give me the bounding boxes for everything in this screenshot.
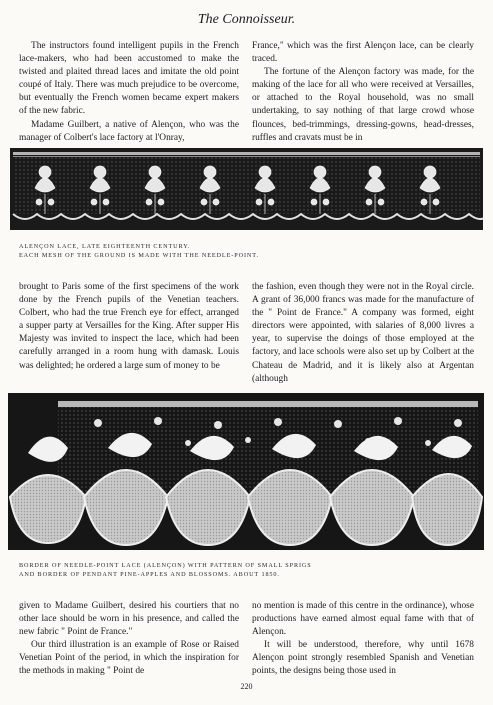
- figure2-caption: [19, 561, 479, 579]
- paragraph: brought to Paris some of the first specimens of the work done by the French pupils of the Venetian teachers. Colbert, who had the true French eye for effect, arranged a supper party at Versailles for the King. After supper His Majesty was invited to inspect the lace, which had been carefully arranged in a room hung with damask. Louis was delighted; he ordered a large sum of money to be: [19, 282, 239, 371]
- paragraph: Our third illustration is an example of Rose or Raised Venetian Point of the period, in which the inspiration for the methods in making " Point de: [19, 640, 239, 677]
- page-number: 220: [240, 682, 253, 691]
- section1-right-column: [252, 40, 474, 145]
- section3-left-column: [19, 600, 239, 679]
- lace-illustration-alencon: [10, 148, 483, 230]
- paragraph: no mention is made of this centre in the ordinance), whose productions have earned almost equal fame with that of Alençon.: [252, 601, 474, 638]
- paragraph: It will be understood, therefore, why until 1678 Alençon point strongly resembled Spanish and Venetian points, the designs being those used in: [252, 640, 474, 677]
- running-header: The Connoisseur.: [197, 12, 296, 27]
- section1-left-column: [19, 40, 239, 145]
- section3-right-column: [252, 600, 474, 679]
- caption-line: BORDER OF NEEDLE-POINT LACE (ALENÇON) WITH PATTERN OF SMALL SPRIGS: [19, 562, 312, 569]
- caption-line: EACH MESH OF THE GROUND IS MADE WITH THE NEEDLE-POINT.: [19, 252, 259, 259]
- paragraph: Madame Guilbert, a native of Alençon, who was the manager of Colbert's lace factory at l'Onray,: [19, 119, 239, 143]
- caption-line: AND BORDER OF PENDANT PINE-APPLES AND BLOSSOMS. ABOUT 1850.: [19, 571, 280, 578]
- paragraph: The fortune of the Alençon factory was made, for the making of the lace for all who were received at Versailles, or attached to the Royal household, was no small undertaking, to say nothing of that large crowd whose flounces, bed-trimmings, dressing-gowns, head-dresses, ruffles and cravats must be in: [252, 67, 474, 143]
- paragraph: France," which was the first Alençon lace, can be clearly traced.: [252, 41, 474, 65]
- figure1-caption: [19, 242, 479, 260]
- lace-illustration-border: [8, 393, 484, 550]
- paragraph: The instructors found intelligent pupils in the French lace-makers, who had been accustomed to make the twisted and plaited thread laces and imitate the old point coupé of Italy. There was much prejudice to be overcome, but eventually the French women became expert makers of the new fabric.: [19, 41, 239, 117]
- caption-line: ALENÇON LACE, LATE EIGHTEENTH CENTURY.: [19, 243, 191, 250]
- section2-left-column: [19, 281, 239, 373]
- paragraph: the fashion, even though they were not in the Royal circle. A grant of 36,000 francs was made for the manufacture of the " Point de France." A company was formed, eight directors were appointed, with salaries of 8,000 livres a year, to supervise the doings of those employed at the factory, and lace schools were also set up by Colbert at the Chateau de Madrid, and it is likely also at Argentan (although: [252, 282, 474, 384]
- section2-right-column: [252, 281, 474, 386]
- paragraph: given to Madame Guilbert, desired his courtiers that no other lace should be worn in his presence, and called the new fabric " Point de France.": [19, 601, 239, 638]
